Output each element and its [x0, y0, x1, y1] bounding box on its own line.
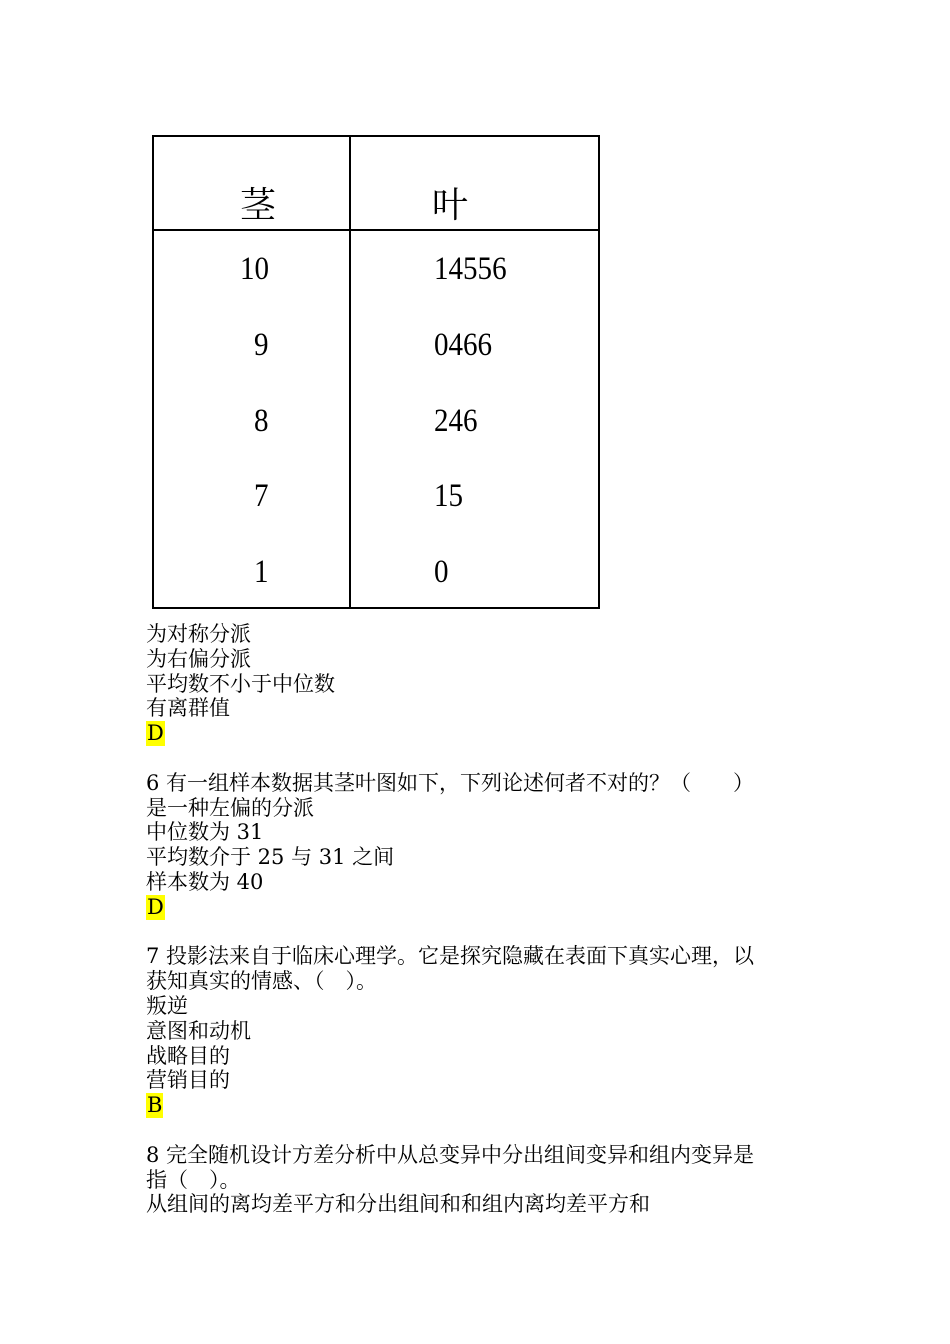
q7-question-line: 获知真实的情感、（ ）。 — [146, 969, 377, 994]
leaf-cell: 246 — [434, 403, 478, 439]
q6-question: 6 有一组样本数据其茎叶图如下，下列论述何者不对的？（ ） — [146, 770, 755, 795]
q8-question-line: 8 完全随机设计方差分析中从总变异中分出组间变异和组内变异是 — [146, 1142, 755, 1167]
leaf-cell: 14556 — [434, 251, 507, 287]
q6-option: 是一种左偏的分派 — [146, 795, 314, 820]
q5-option: 平均数不小于中位数 — [146, 671, 335, 696]
stem-cell: 7 — [254, 478, 269, 514]
paragraph-gap — [146, 1118, 806, 1143]
stem-cell: 9 — [254, 327, 269, 363]
leaf-cell: 15 — [434, 478, 464, 514]
stem-cell: 8 — [254, 403, 269, 439]
q5-option: 为右偏分派 — [146, 646, 251, 671]
q7-option: 营销目的 — [146, 1068, 230, 1093]
q5-answer-line — [146, 721, 806, 746]
leaf-cell: 0 — [434, 554, 449, 590]
document-text — [146, 622, 806, 1217]
paragraph-gap — [146, 920, 806, 945]
q7-option: 叛逆 — [146, 993, 188, 1018]
table-column-divider — [349, 137, 351, 607]
paragraph-gap — [146, 746, 806, 771]
table-header-rule — [154, 229, 598, 231]
q7-option: 意图和动机 — [146, 1018, 251, 1043]
q6-answer: D — [147, 894, 164, 919]
q6-answer-line — [146, 895, 806, 920]
stem-header: 茎 — [240, 185, 277, 225]
stem-leaf-table — [152, 135, 600, 609]
q7-answer-line — [146, 1093, 806, 1118]
stem-cell: 1 — [254, 554, 269, 590]
stem-cell: 10 — [240, 251, 270, 287]
q5-answer: D — [147, 721, 164, 746]
leaf-header: 叶 — [432, 185, 469, 225]
q6-option: 平均数介于 25 与 31 之间 — [146, 845, 395, 870]
q8-question-line: 指（ ）。 — [146, 1167, 241, 1192]
q5-option: 为对称分派 — [146, 622, 251, 646]
q7-answer: B — [147, 1093, 163, 1118]
q5-option: 有离群值 — [146, 696, 230, 721]
q6-option: 中位数为 31 — [146, 820, 264, 845]
q6-option: 样本数为 40 — [146, 869, 264, 894]
leaf-cell: 0466 — [434, 327, 493, 363]
q7-option: 战略目的 — [146, 1043, 230, 1068]
q8-option: 从组间的离均差平方和分出组间和和组内离均差平方和 — [146, 1192, 650, 1217]
q7-question-line: 7 投影法来自于临床心理学。它是探究隐藏在表面下真实心理，以 — [146, 944, 755, 969]
